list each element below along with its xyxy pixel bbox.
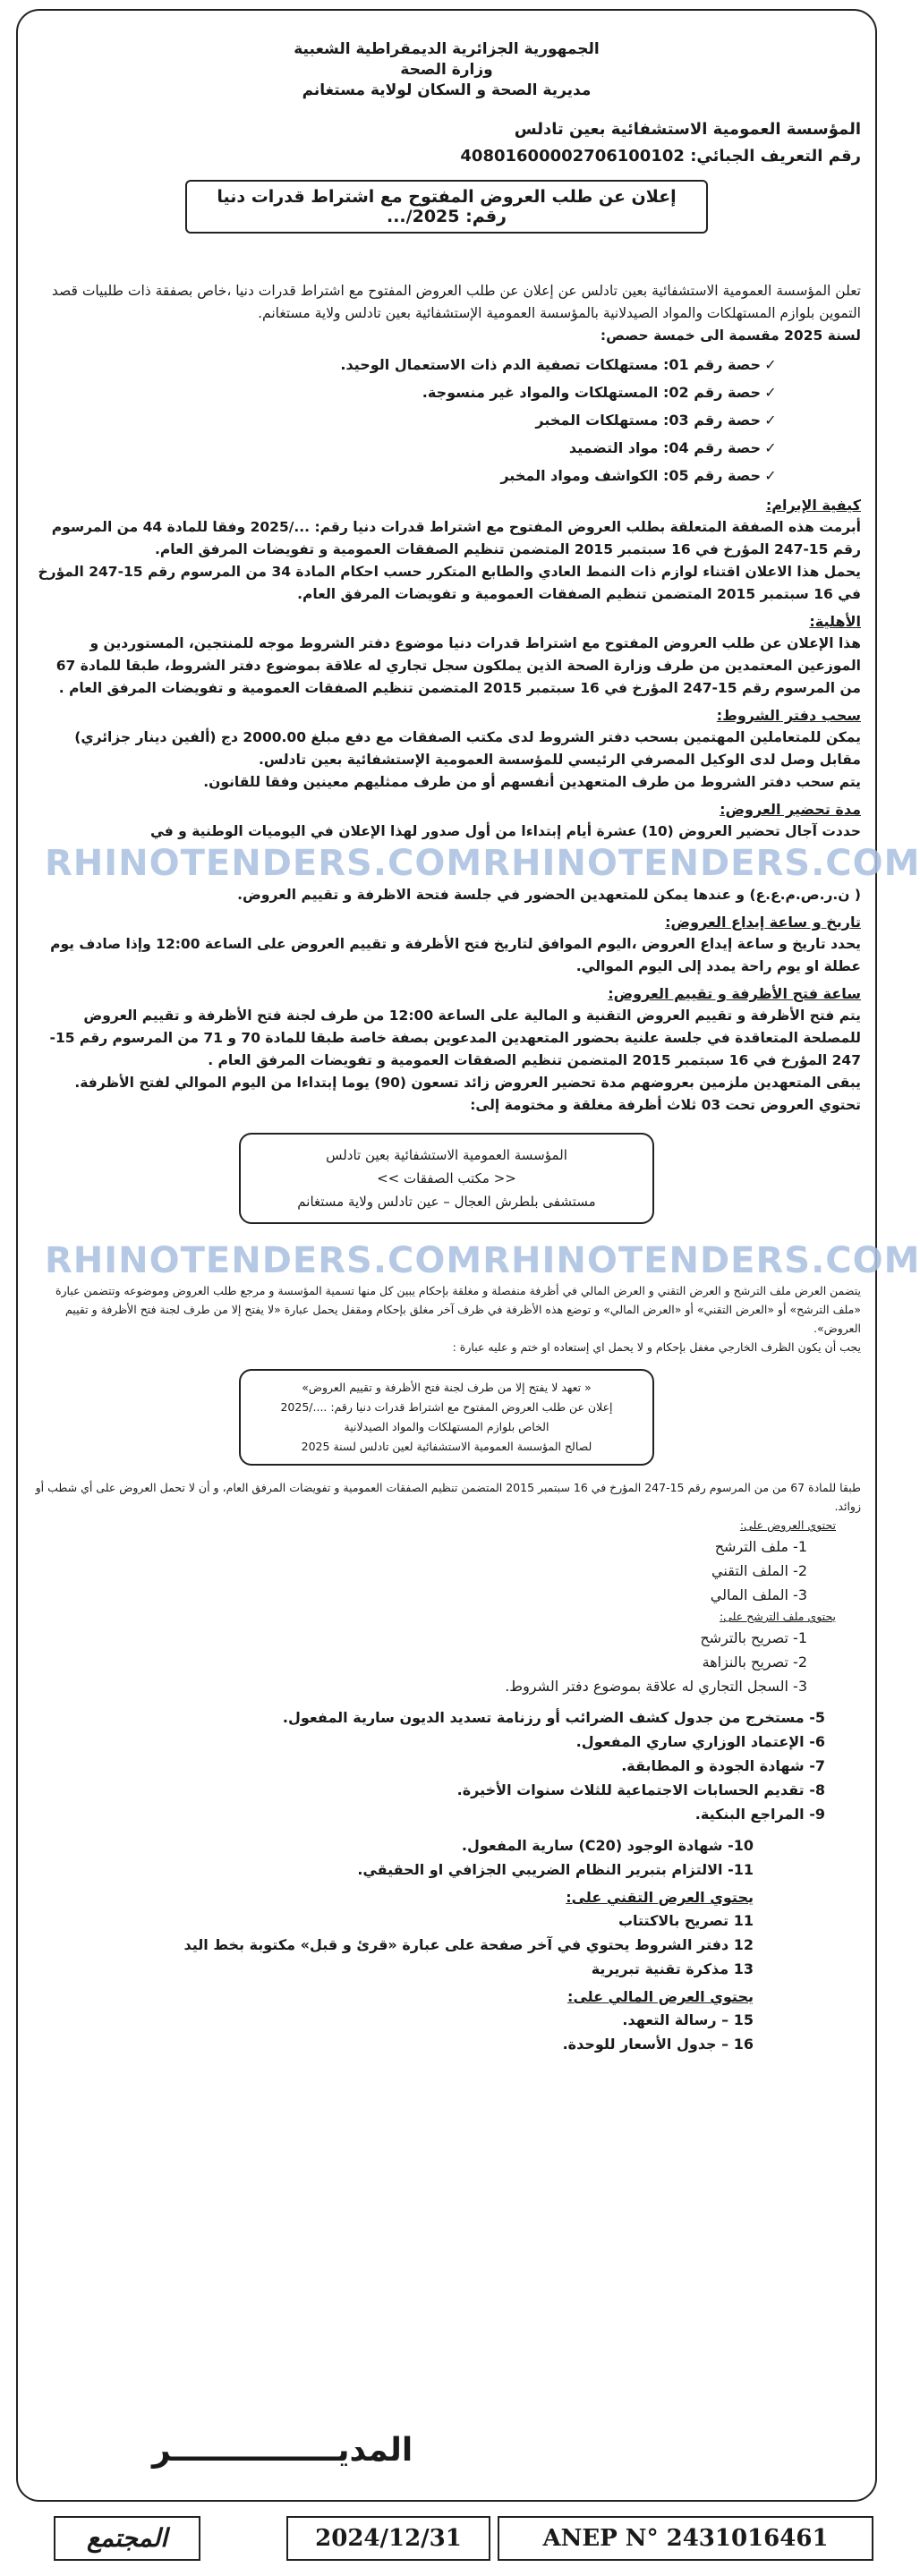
withdraw-section-title: سحب دفتر الشروط: bbox=[716, 707, 861, 724]
deposit-section-title: تاريخ و ساعة إيداع العروض: bbox=[665, 914, 861, 931]
list-item: 5- مستخرج من جدول كشف الضرائب أو رزنامة تسديد الديون سارية المفعول. bbox=[282, 1709, 825, 1726]
envelope-line: إعلان عن طلب العروض المفتوح مع اشتراط قدرات دنيا رقم: ..../2025 bbox=[280, 1400, 613, 1414]
watermark-text: RHINOTENDERS.COM bbox=[45, 843, 483, 884]
tax-id-row bbox=[32, 146, 861, 167]
ministry-line: وزارة الصحة bbox=[400, 61, 493, 79]
watermark-text: RHINOTENDERS.COM bbox=[482, 843, 920, 884]
award-paragraph-1: أبرمت هذه الصفقة المتعلقة بطلب العروض المفتوح مع اشتراط قدرات دنيا رقم: .../2025 وفقا للمادة 44 من المرسوم رقم 15-247 المؤرخ في 16 سبتمبر 2015 المتضمن تنظيم الصفقات العمومية و تفويضات المرفق العام. bbox=[51, 519, 861, 557]
list-item: 9- المراجع البنكية. bbox=[694, 1806, 825, 1823]
intro-paragraph: تعلن المؤسسة العمومية الاستشفائية بعين تادلس عن إعلان عن طلب العروض المفتوح مع اشتراط قدرات دنيا ،خاص بصفقة ذات طلبيات قصد التموين بلوازم المستهلكات والمواد الصيدلانية بالمؤسسة العمومية الإستشفائية بعين تادلس ولاية مستغانم. bbox=[51, 283, 861, 321]
institution-name: المؤسسة العمومية الاستشفائية بعين تادلس bbox=[514, 120, 861, 139]
award-section-title: كيفية الإبرام: bbox=[765, 497, 861, 514]
list-item: 13 مذكرة تقنية تبريرية bbox=[591, 1960, 754, 1977]
financial-list bbox=[32, 2008, 861, 2056]
documents-list-2 bbox=[32, 1833, 861, 1882]
withdraw-paragraph-2: يتم سحب دفتر الشروط من طرف المتعهدين أنفسهم أو من طرف ممثليهم معينين وفقا للقانون. bbox=[203, 774, 861, 790]
lots-list bbox=[32, 351, 861, 489]
envelope-line: لصالح المؤسسة العمومية الاستشفائية لعين تادلس لسنة 2025 bbox=[301, 1440, 592, 1453]
opening-paragraph-2: يبقى المتعهدين ملزمين بعروضهم مدة تحضير العروض زائد تسعون (90) يوما إبتداءا من اليوم الموالي لفتح الأظرفة. bbox=[74, 1075, 861, 1091]
envelope-paragraph-2: يجب أن يكون الظرف الخارجي مغفل بإحكام و لا يحمل اي إستعاده او ختم و عليه عبارة : bbox=[452, 1340, 861, 1354]
list-item: 12 دفتر الشروط يحتوي في آخر صفحة على عبارة «قرئ و قبل» مكتوبة بخط اليد bbox=[183, 1936, 754, 1953]
check-icon: ✓ bbox=[764, 412, 777, 429]
lot-item: ✓حصة رقم 04: مواد التضميد bbox=[32, 434, 780, 462]
contains-label: تحتوي العروض على: bbox=[739, 1518, 836, 1532]
list-item: 7- شهادة الجودة و المطابقة. bbox=[621, 1757, 825, 1774]
envelope-line: الخاص بلوازم المستهلكات والمواد الصيدلانية bbox=[344, 1420, 549, 1433]
list-item: 6- الإعتماد الوزاري ساري المفعول. bbox=[575, 1733, 825, 1750]
prep-paragraph: حددت آجال تحضير العروض (10) عشرة أيام إبتداءا من أول صدور لهذا الإعلان في اليوميات الوطنية و في bbox=[149, 823, 861, 839]
watermark-row bbox=[32, 843, 920, 884]
lot-item: ✓حصة رقم 02: المستهلكات والمواد غير منسوجة. bbox=[32, 378, 780, 406]
award-paragraph-2: يحمل هذا الاعلان اقتناء لوازم ذات النمط العادي والطابع المتكرر حسب احكام المادة 34 من المرسوم رقم 15-247 المؤرخ في 16 سبتمبر 2015 المتضمن تنظيم الصفقات العمومية و تفويضات المرفق العام. bbox=[38, 564, 861, 602]
lot-item: ✓حصة رقم 05: الكواشف ومواد المخبر bbox=[32, 462, 780, 489]
list-item: 2- الملف التقني bbox=[711, 1562, 807, 1579]
document-body bbox=[32, 18, 920, 2470]
list-item: 11 تصريح بالاكتتاب bbox=[618, 1912, 754, 1929]
technical-list bbox=[32, 1909, 861, 1981]
prep-paragraph-2: ( ن.ر.ص.م.ع.ع) و عندها يمكن للمتعهدين الحضور في جلسة فتحة الاظرفة و تقييم العروض. bbox=[237, 887, 861, 903]
director-signature: المديـــــــــــــــر bbox=[152, 2432, 413, 2469]
requirements-legal: طبقا للمادة 67 من من المرسوم رقم 15-247 المؤرخ في 16 سبتمبر 2015 المتضمن تنظيم الصفقات العمومية و تفويضات المرفق العام، و أن لا تحمل العروض على أي شطب أو زوائد. bbox=[35, 1481, 861, 1513]
prep-section-title: مدة تحضير العروض: bbox=[720, 801, 861, 818]
anep-number: ANEP N° 2431016461 bbox=[498, 2516, 873, 2561]
list-item: 1- ملف الترشح bbox=[714, 1538, 807, 1555]
newspaper-logo-box bbox=[54, 2516, 200, 2561]
address-line: المؤسسة العمومية الاستشفائية بعين تادلس bbox=[326, 1147, 567, 1163]
envelope-line: « تعهد لا يفتح إلا من طرف لجنة فتح الأظرفة و تقييم العروض» bbox=[302, 1381, 592, 1394]
watermark-text: RHINOTENDERS.COM bbox=[45, 1240, 483, 1281]
technical-label: يحتوي العرض التقني على: bbox=[566, 1889, 754, 1906]
list-item: 10- شهادة الوجود (C20) سارية المفعول. bbox=[461, 1837, 754, 1854]
envelope-paragraph-1: يتضمن العرض ملف الترشح و العرض التقني و العرض المالي في أظرفة منفصلة و مغلقة بإحكام يبين كل منها تسمية المؤسسة و مرجع طلب العروض وموضوعه وتتضمن عبارة «ملف الترشح» أو «العرض التقني» أو «العرض المالي» و توضع هذه الأظرفة في ظرف آخر مغلق بإحكام ومقفل يحمل عبارة «لا يفتح إلا من طرف لجنة فتح الأظرفة و تقييم العروض». bbox=[55, 1284, 861, 1335]
address-line: مستشفى بلطرش العجال – عين تادلس ولاية مستغانم bbox=[297, 1194, 596, 1210]
financial-label: يحتوي العرض المالي على: bbox=[567, 1988, 754, 2005]
list-item: 1- تصريح بالترشح bbox=[700, 1629, 807, 1646]
publication-date: 2024/12/31 bbox=[286, 2516, 490, 2561]
list-item: 16 – جدول الأسعار للوحدة. bbox=[562, 2036, 754, 2053]
check-icon: ✓ bbox=[764, 356, 777, 373]
tax-id-value: 408016000027061001​02 bbox=[460, 147, 685, 166]
check-icon: ✓ bbox=[764, 467, 777, 484]
address-line: << مكتب الصفقات >> bbox=[377, 1170, 516, 1186]
lot-item: ✓حصة رقم 01: مستهلكات تصفية الدم ذات الاستعمال الوحيد. bbox=[32, 351, 780, 378]
opening-section-title: ساعة فتح الأظرفة و تقييم العروض: bbox=[608, 985, 861, 1002]
list-item: 3- السجل التجاري له علاقة بموضوع دفتر الشروط. bbox=[505, 1678, 807, 1695]
deposit-paragraph: يحدد تاريخ و ساعة إيداع العروض ،اليوم الموافق لتاريخ فتح الأظرفة و تقييم العروض على الساعة 12:00 وإذا صادف يوم عطلة او يوم راحة يمدد إلى اليوم الموالي. bbox=[50, 936, 861, 974]
check-icon: ✓ bbox=[764, 384, 777, 401]
institution-block bbox=[32, 119, 861, 167]
lot-item: ✓حصة رقم 03: مستهلكات المخبر bbox=[32, 406, 780, 434]
eligibility-paragraph: هذا الإعلان عن طلب العروض المفتوح مع اشتراط قدرات دنيا موضوع دفتر الشروط موجه للمنتجين، المستوردين و الموزعين المعتمدين من طرف وزارة الصحة الذين يملكون سجل تجاري له علاقة بموضوع دفتر الشروط، طبقا للمادة 67 من المرسوم رقم 15-247 المؤرخ في 16 سبتمبر 2015 المتضمن تنظيم الصفقات العمومية و تفويضات المرفق العام . bbox=[55, 635, 861, 696]
list-item: 8- تقديم الحسابات الاجتماعية للثلاث سنوات الأخيرة. bbox=[456, 1781, 825, 1798]
documents-list bbox=[32, 1705, 861, 1826]
republic-line: الجمهورية الجزائرية الديمقراطية الشعبية bbox=[294, 40, 600, 58]
footer bbox=[0, 2516, 895, 2564]
withdraw-paragraph-1: يمكن للمتعاملين المهتمين بسحب دفتر الشروط لدى مكتب الصفقات مع دفع مبلغ 2000.00 دج (ألفين دينار جزائري) مقابل وصل لدى الوكيل المصرفي الرئيسي للمؤسسة العمومية الإستشفائية بعين تادلس. bbox=[74, 729, 861, 768]
year-line: لسنة 2025 مقسمة الى خمسة حصص: bbox=[600, 327, 861, 344]
announcement-title: إعلان عن طلب العروض المفتوح مع اشتراط قدرات دنيا رقم: 2025/... bbox=[185, 180, 708, 234]
watermark-row bbox=[32, 1240, 920, 1281]
list-item: 3- الملف المالي bbox=[710, 1586, 807, 1603]
watermark-text: RHINOTENDERS.COM bbox=[482, 1240, 920, 1281]
directorate-line: مديرية الصحة و السكان لولاية مستغانم bbox=[302, 81, 592, 99]
candidacy-list bbox=[32, 1626, 861, 1698]
list-item: 2- تصريح بالنزاهة bbox=[702, 1654, 807, 1671]
check-icon: ✓ bbox=[764, 439, 777, 456]
newspaper-logo: المجتمع bbox=[86, 2523, 168, 2553]
eligibility-section-title: الأهلية: bbox=[809, 613, 861, 630]
contains-list bbox=[32, 1535, 861, 1607]
header-block bbox=[32, 39, 861, 101]
tax-id-label: رقم التعريف الجبائي: bbox=[690, 147, 861, 166]
list-item: 15 – رسالة التعهد. bbox=[622, 2011, 754, 2028]
list-item: 11- الالتزام بتبرير النظام الضريبي الجزافي او الحقيقي. bbox=[357, 1861, 754, 1878]
opening-paragraph-1: يتم فتح الأظرفة و تقييم العروض التقنية و المالية على الساعة 12:00 من طرف لجنة فتح الأظرفة و تقييم العروض للمصلحة المتعاقدة في جلسة علنية بحضور المتعهدين المدعوين بصفة خاصة طبقا للمادة 70 و 71 من المرسوم رقم 15-247 المؤرخ في 16 سبتمبر 2015 المتضمن تنظيم الصفقات العمومية و تفويضات المرفق العام . bbox=[49, 1007, 861, 1068]
candidacy-label: يحتوي ملف الترشح على: bbox=[720, 1610, 836, 1623]
opening-paragraph-3: تحتوي العروض تحت 03 ثلاث أظرفة مغلقة و مختومة إلى: bbox=[470, 1097, 861, 1113]
address-box bbox=[239, 1133, 654, 1224]
envelope-box bbox=[239, 1369, 654, 1466]
